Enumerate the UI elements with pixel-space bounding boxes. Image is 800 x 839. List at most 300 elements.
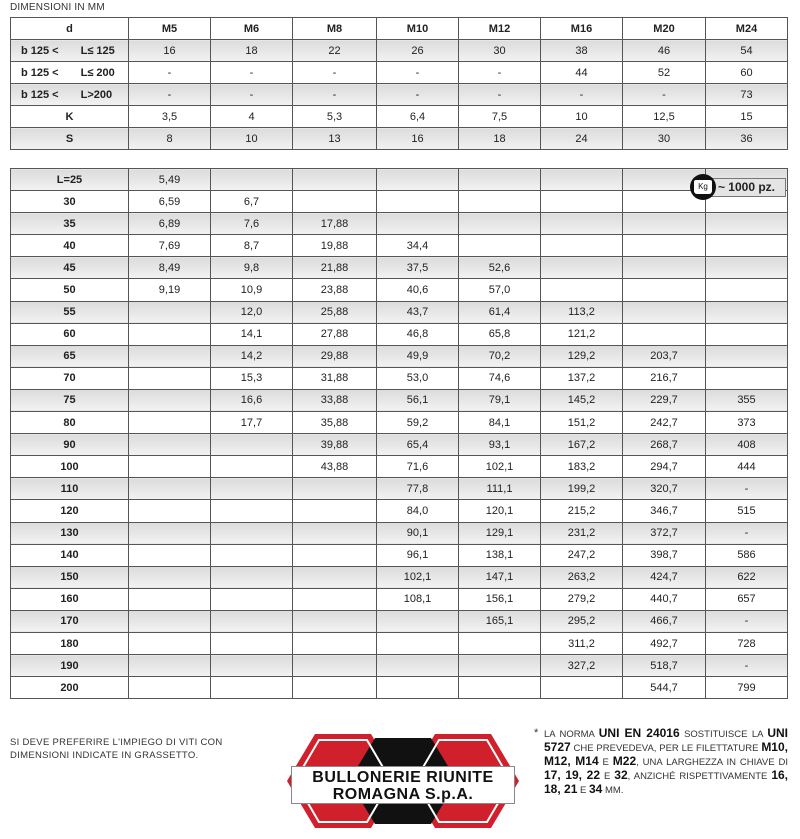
column-header: M24 [706, 18, 788, 40]
table-cell: 3,5 [129, 106, 211, 128]
table-cell: 492,7 [623, 632, 706, 654]
table-cell: 70,2 [459, 345, 541, 367]
table-cell: 57,0 [459, 279, 541, 301]
table-cell: - [706, 478, 788, 500]
table-cell: 216,7 [623, 367, 706, 389]
table-cell [541, 191, 623, 213]
note-bold-text: 17, 19, 22 [544, 768, 601, 782]
table-row [11, 367, 788, 389]
note-text: E [600, 771, 615, 782]
row-label-part: L>200 [80, 88, 113, 101]
table-cell: 6,4 [377, 106, 459, 128]
table-cell: 35,88 [293, 412, 377, 434]
table-cell [706, 213, 788, 235]
table-cell: 120,1 [459, 500, 541, 522]
table-cell: 60 [706, 62, 788, 84]
row-label: 200 [11, 677, 129, 699]
table-cell [293, 632, 377, 654]
table-cell [293, 478, 377, 500]
table-cell: 231,2 [541, 522, 623, 544]
row-label: L=25 [11, 169, 129, 191]
table-cell: 27,88 [293, 323, 377, 345]
table-cell: 6,59 [129, 191, 211, 213]
table-cell [293, 522, 377, 544]
table-cell [211, 610, 293, 632]
row-label [11, 128, 129, 150]
table-cell: 74,6 [459, 367, 541, 389]
table-cell: - [293, 84, 377, 106]
table-cell: 84,1 [459, 412, 541, 434]
note-text: , ANZICHÉ RISPETTIVAMENTE [627, 771, 772, 782]
table-row [11, 213, 788, 235]
table-cell [459, 655, 541, 677]
table-cell: 52,6 [459, 257, 541, 279]
row-label: 160 [11, 588, 129, 610]
table-cell: 43,7 [377, 301, 459, 323]
table-cell: 17,88 [293, 213, 377, 235]
row-label-part: b 125 < [21, 88, 59, 101]
table-cell: 327,2 [541, 655, 623, 677]
table-cell: 346,7 [623, 500, 706, 522]
table-row [11, 522, 788, 544]
table-cell [293, 191, 377, 213]
table-cell [129, 677, 211, 699]
table-row [11, 412, 788, 434]
table-cell [211, 169, 293, 191]
table-cell: 167,2 [541, 434, 623, 456]
row-label: 90 [11, 434, 129, 456]
row-label: 170 [11, 610, 129, 632]
table-cell: 657 [706, 588, 788, 610]
table-cell: 242,7 [623, 412, 706, 434]
table-cell: 5,49 [129, 169, 211, 191]
table-cell [459, 191, 541, 213]
table-cell: 799 [706, 677, 788, 699]
table-cell [129, 632, 211, 654]
note-asterisk: * [534, 727, 539, 739]
row-label: 190 [11, 655, 129, 677]
table-cell: 13 [293, 128, 377, 150]
table-cell: 73 [706, 84, 788, 106]
table-cell: 408 [706, 434, 788, 456]
table-cell [623, 323, 706, 345]
row-label [11, 106, 129, 128]
row-label: 110 [11, 478, 129, 500]
row-label: 100 [11, 456, 129, 478]
table-cell: 5,3 [293, 106, 377, 128]
table-cell: 12,5 [623, 106, 706, 128]
table-cell: 294,7 [623, 456, 706, 478]
table-cell [129, 434, 211, 456]
table-cell [129, 367, 211, 389]
table-cell [459, 632, 541, 654]
table-cell: 247,2 [541, 544, 623, 566]
table-cell: 129,1 [459, 522, 541, 544]
dimensions-table [10, 17, 788, 150]
table-cell [293, 169, 377, 191]
table-cell: 52 [623, 62, 706, 84]
table-cell [706, 367, 788, 389]
note-left: SI DEVE PREFERIRE L'IMPIEGO DI VITI CON DIMENSIONI INDICATE IN GRASSETTO. [10, 737, 223, 761]
column-header: M8 [293, 18, 377, 40]
table-cell [293, 588, 377, 610]
table-cell: 137,2 [541, 367, 623, 389]
table-cell: 9,19 [129, 279, 211, 301]
table-cell: 279,2 [541, 588, 623, 610]
caption: DIMENSIONI IN MM [10, 2, 105, 13]
table-cell [129, 610, 211, 632]
table-cell [129, 389, 211, 411]
table-cell: 33,88 [293, 389, 377, 411]
table-cell: 40,6 [377, 279, 459, 301]
table-cell: 622 [706, 566, 788, 588]
table-cell: 30 [459, 40, 541, 62]
table-cell: 7,6 [211, 213, 293, 235]
table-cell [129, 478, 211, 500]
table-cell: 199,2 [541, 478, 623, 500]
table-cell: 49,9 [377, 345, 459, 367]
table-cell: 372,7 [623, 522, 706, 544]
table-cell [541, 279, 623, 301]
note-bold-text: UNI EN 24016 [598, 726, 680, 740]
table-row [11, 62, 788, 84]
note-text: CHE PREVEDEVA, PER LE FILETTATURE [570, 743, 762, 754]
table-cell [377, 169, 459, 191]
table-row [11, 677, 788, 699]
column-header: M20 [623, 18, 706, 40]
table-cell: 59,2 [377, 412, 459, 434]
table-cell [129, 412, 211, 434]
table-cell: 18 [211, 40, 293, 62]
table-cell: 355 [706, 389, 788, 411]
note-bold-text: M22 [612, 754, 637, 768]
table-cell: 440,7 [623, 588, 706, 610]
table-cell: 14,1 [211, 323, 293, 345]
table-cell: 34,4 [377, 235, 459, 257]
table-cell: 46 [623, 40, 706, 62]
table-cell [211, 566, 293, 588]
column-header: M5 [129, 18, 211, 40]
table-row [11, 128, 788, 150]
table-cell: 14,2 [211, 345, 293, 367]
row-label: 130 [11, 522, 129, 544]
table-cell: - [293, 62, 377, 84]
note-right-text [544, 727, 788, 797]
table-cell [129, 301, 211, 323]
row-label [11, 84, 129, 106]
table-cell: 43,88 [293, 456, 377, 478]
table-cell: 16 [129, 40, 211, 62]
table-cell [377, 213, 459, 235]
table-row [11, 191, 788, 213]
table-cell: 9,8 [211, 257, 293, 279]
table-cell [377, 677, 459, 699]
table-cell: 29,88 [293, 345, 377, 367]
table-cell: 65,8 [459, 323, 541, 345]
table-cell: 39,88 [293, 434, 377, 456]
row-label: 75 [11, 389, 129, 411]
table-cell: 111,1 [459, 478, 541, 500]
table-cell: - [211, 84, 293, 106]
table-cell [706, 323, 788, 345]
table-row [11, 500, 788, 522]
table-cell [211, 478, 293, 500]
table-cell [129, 500, 211, 522]
table-cell [129, 655, 211, 677]
table-cell: 96,1 [377, 544, 459, 566]
table-cell: 77,8 [377, 478, 459, 500]
table-row [11, 345, 788, 367]
table-cell: 65,4 [377, 434, 459, 456]
note-bold-text: 34 [589, 782, 603, 796]
table-cell [211, 500, 293, 522]
table-cell [377, 610, 459, 632]
table-cell: 295,2 [541, 610, 623, 632]
logo-line1: BULLONERIE RIUNITE [312, 769, 494, 786]
table-cell [293, 566, 377, 588]
table-cell [211, 632, 293, 654]
table-cell: 6,7 [211, 191, 293, 213]
table-cell [623, 235, 706, 257]
table-cell: 373 [706, 412, 788, 434]
table-cell: 90,1 [377, 522, 459, 544]
row-label: 120 [11, 500, 129, 522]
table-cell: 46,8 [377, 323, 459, 345]
note-text: , UNA LARGHEZZA IN CHIAVE DI [636, 757, 788, 768]
table-cell: 7,69 [129, 235, 211, 257]
note-text: SOSTITUISCE LA [679, 729, 768, 740]
table-cell [623, 301, 706, 323]
table-cell [459, 677, 541, 699]
table-cell [129, 588, 211, 610]
row-label: 45 [11, 257, 129, 279]
table-cell: 56,1 [377, 389, 459, 411]
table-cell: 203,7 [623, 345, 706, 367]
table-cell [129, 566, 211, 588]
row-label-part: b 125 < [21, 66, 59, 79]
table-cell: 36 [706, 128, 788, 150]
table-cell: 147,1 [459, 566, 541, 588]
weight-icon [690, 174, 716, 200]
table-cell: - [129, 62, 211, 84]
table-cell [129, 345, 211, 367]
table-cell [541, 257, 623, 279]
table-cell [129, 456, 211, 478]
table-cell: 121,2 [541, 323, 623, 345]
row-label: 35 [11, 213, 129, 235]
table-cell: - [211, 62, 293, 84]
table-cell: 102,1 [377, 566, 459, 588]
table-cell: 93,1 [459, 434, 541, 456]
row-label: 180 [11, 632, 129, 654]
table-cell [129, 544, 211, 566]
note-right [534, 727, 788, 797]
row-label-part: L≤ 200 [80, 66, 115, 79]
table-cell [706, 279, 788, 301]
row-label: 30 [11, 191, 129, 213]
table-cell: 466,7 [623, 610, 706, 632]
table-row [11, 655, 788, 677]
table-cell [459, 235, 541, 257]
table-cell [293, 500, 377, 522]
table-cell [623, 257, 706, 279]
table-cell: 229,7 [623, 389, 706, 411]
table-cell: 10,9 [211, 279, 293, 301]
table-cell: 44 [541, 62, 623, 84]
row-label-part: S [65, 132, 74, 145]
table-cell: 7,5 [459, 106, 541, 128]
table-cell [541, 213, 623, 235]
table-cell [541, 235, 623, 257]
table-cell: 515 [706, 500, 788, 522]
table-cell: 518,7 [623, 655, 706, 677]
table-row [11, 323, 788, 345]
table-cell [293, 610, 377, 632]
table-cell: 30 [623, 128, 706, 150]
table-cell: 22 [293, 40, 377, 62]
table-cell: 138,1 [459, 544, 541, 566]
note-bold-text: UNI 5727 [544, 726, 789, 754]
weight-unit-badge [690, 174, 787, 200]
table-cell: - [459, 62, 541, 84]
table-cell [377, 632, 459, 654]
table-cell: 61,4 [459, 301, 541, 323]
table-cell: 444 [706, 456, 788, 478]
table-cell: - [706, 610, 788, 632]
table-cell: 320,7 [623, 478, 706, 500]
logo-text-box [291, 766, 515, 804]
table-cell: - [129, 84, 211, 106]
table-cell [623, 213, 706, 235]
table-cell: 102,1 [459, 456, 541, 478]
table-row [11, 279, 788, 301]
table-cell: 17,7 [211, 412, 293, 434]
logo-line2: ROMAGNA S.p.A. [332, 786, 474, 803]
table-cell [706, 257, 788, 279]
table-cell [129, 323, 211, 345]
note-text: LA NORMA [544, 729, 599, 740]
table-cell: 311,2 [541, 632, 623, 654]
table-row [11, 434, 788, 456]
row-label-part: L≤ 125 [80, 44, 115, 57]
table-cell: 26 [377, 40, 459, 62]
table-cell [211, 456, 293, 478]
table-cell: - [459, 84, 541, 106]
table-cell: - [377, 62, 459, 84]
table-header-row [11, 18, 788, 40]
table-cell: 544,7 [623, 677, 706, 699]
table-row [11, 566, 788, 588]
table-cell [211, 655, 293, 677]
table-cell: 4 [211, 106, 293, 128]
table-row [11, 389, 788, 411]
table-cell: 38 [541, 40, 623, 62]
table-cell: 84,0 [377, 500, 459, 522]
note-bold-text: M10, M12, M14 [544, 740, 788, 768]
note-text: E [598, 757, 613, 768]
table-cell: 728 [706, 632, 788, 654]
table-cell [623, 279, 706, 301]
table-cell: 31,88 [293, 367, 377, 389]
row-label [11, 40, 129, 62]
column-header: M12 [459, 18, 541, 40]
note-bold-text: 16, 18, 21 [544, 768, 789, 796]
note-text: E [577, 785, 589, 796]
weight-unit-symbol: Kg [694, 180, 712, 194]
row-label: 40 [11, 235, 129, 257]
row-label: 65 [11, 345, 129, 367]
table-cell: - [377, 84, 459, 106]
table-row [11, 169, 788, 191]
table-cell: 156,1 [459, 588, 541, 610]
table-row [11, 106, 788, 128]
note-bold-text: 32 [614, 768, 628, 782]
table-cell: 19,88 [293, 235, 377, 257]
table-cell: 165,1 [459, 610, 541, 632]
table-cell [293, 544, 377, 566]
table-cell: 10 [541, 106, 623, 128]
table-row [11, 84, 788, 106]
table-cell: 263,2 [541, 566, 623, 588]
column-header: M16 [541, 18, 623, 40]
table-cell: 16 [377, 128, 459, 150]
table-cell: 268,7 [623, 434, 706, 456]
table-cell [211, 677, 293, 699]
table-cell [459, 169, 541, 191]
table-row [11, 632, 788, 654]
table-row [11, 544, 788, 566]
weights-table [10, 168, 788, 699]
table-cell: 108,1 [377, 588, 459, 610]
table-cell: 145,2 [541, 389, 623, 411]
table-cell: 8,49 [129, 257, 211, 279]
table-row [11, 301, 788, 323]
table-cell: 24 [541, 128, 623, 150]
table-cell [377, 655, 459, 677]
table-cell: 8 [129, 128, 211, 150]
column-header: M6 [211, 18, 293, 40]
table-cell: 16,6 [211, 389, 293, 411]
table-cell: 23,88 [293, 279, 377, 301]
table-cell: 586 [706, 544, 788, 566]
row-label: 55 [11, 301, 129, 323]
row-label [11, 62, 129, 84]
table-cell [293, 655, 377, 677]
table-cell: 215,2 [541, 500, 623, 522]
table-cell: 25,88 [293, 301, 377, 323]
table-cell [541, 169, 623, 191]
table-cell [211, 522, 293, 544]
table-row [11, 257, 788, 279]
table-cell: 151,2 [541, 412, 623, 434]
column-header: M10 [377, 18, 459, 40]
note-text: MM. [602, 785, 624, 796]
table-cell: 129,2 [541, 345, 623, 367]
table-cell: - [706, 522, 788, 544]
table-cell [459, 213, 541, 235]
table-cell: 18 [459, 128, 541, 150]
table-cell: 424,7 [623, 566, 706, 588]
table-cell: 54 [706, 40, 788, 62]
table-cell: 183,2 [541, 456, 623, 478]
table-cell: 71,6 [377, 456, 459, 478]
table-row [11, 40, 788, 62]
table-cell: 15 [706, 106, 788, 128]
table-row [11, 478, 788, 500]
row-label: 60 [11, 323, 129, 345]
table-cell [706, 235, 788, 257]
row-label-part: K [65, 110, 74, 123]
